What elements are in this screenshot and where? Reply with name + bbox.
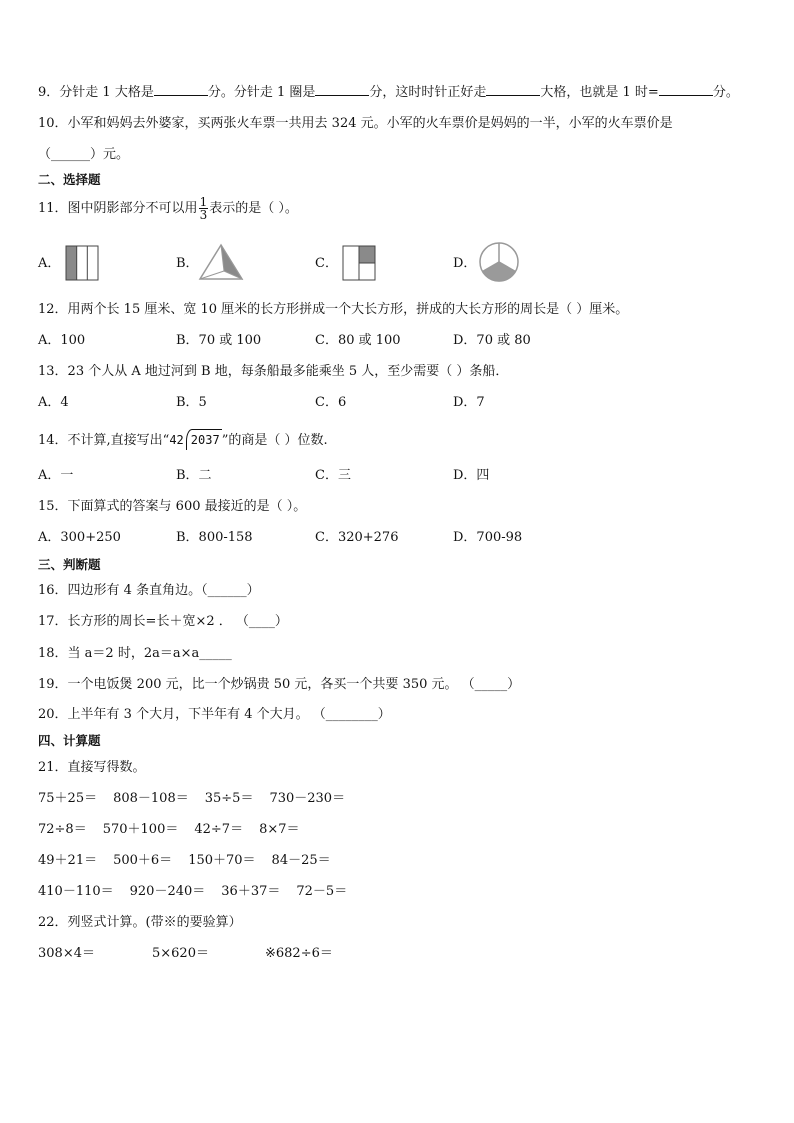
calc-item: 42÷7＝ [194,822,244,837]
option-a[interactable]: A． [38,256,61,271]
calc-row [38,790,361,808]
fraction-one-third: $\frac{1}{3}$ [199,195,208,222]
calc-item: 570＋100＝ [102,822,179,837]
question-10-line2: （______）元。 [38,147,130,162]
calc-item: 49＋21＝ [38,853,98,868]
option-d[interactable]: D．7 [453,395,485,410]
figure-circle-three-parts [478,241,520,283]
calc-item: 35÷5＝ [204,791,254,806]
question-11: 11．图中阴影部分不可以用 $\frac{1}{3}$ 表示的是（ ）。 [38,195,298,222]
option-c[interactable]: C．80 或 100 [315,333,401,348]
option-a[interactable]: A．100 [38,333,86,348]
option-d[interactable]: D． [453,256,477,271]
long-division-symbol: 42 2037 [169,429,221,450]
option-d[interactable]: D．700-98 [453,530,523,545]
question-16: 16．四边形有 4 条直角边。（______） [38,583,260,598]
calc-item: 808－108＝ [113,791,189,806]
calc-item: 8×7＝ [259,822,300,837]
calc-item: 150＋70＝ [188,853,256,868]
calc-item: 84－25＝ [271,853,331,868]
vertical-calc-item: 308×4＝ [38,946,95,961]
calc-item: 410－110＝ [38,884,114,899]
option-d[interactable]: D．70 或 80 [453,333,531,348]
option-a[interactable]: A．一 [38,468,74,483]
question-20: 20．上半年有 3 个大月，下半年有 4 个大月。 （________） [38,707,391,722]
option-c[interactable]: C． [315,256,338,271]
vertical-calc-item: ※682÷6＝ [265,946,333,961]
section-heading-judgement: 三、判断题 [38,557,101,572]
question-17: 17．长方形的周长=长＋宽×2 ． （____） [38,614,288,629]
question-13: 13．23 个人从 A 地过河到 B 地，每条船最多能乘坐 5 人，至少需要（ ）条船． [38,364,509,379]
calc-row [38,883,363,901]
figure-square-split [342,245,376,281]
calc-item: 75＋25＝ [38,791,98,806]
answer-blank[interactable] [315,83,369,96]
option-a[interactable]: A．300+250 [38,530,121,545]
calc-item: 730－230＝ [269,791,346,806]
option-c[interactable]: C．320+276 [315,530,399,545]
calc-item: 72÷8＝ [38,822,87,837]
question-9: 9．分针走 1 大格是 分。分针走 1 圈是 分，这时时针正好走 大格，也就是 1 时= 分。 [38,85,739,100]
question-19: 19．一个电饭煲 200 元，比一个炒锅贵 50 元，各买一个共要 350 元。 （_____） [38,677,521,692]
vertical-calc-item: 5×620＝ [152,946,209,961]
calc-item: 36＋37＝ [221,884,281,899]
option-b[interactable]: B．5 [176,395,207,410]
section-heading-calculation: 四、计算题 [38,733,101,748]
question-15: 15．下面算式的答案与 600 最接近的是（ ）。 [38,499,307,514]
question-12: 12．用两个长 15 厘米、宽 10 厘米的长方形拼成一个大长方形，拼成的大长方形的周长是（ ）厘米。 [38,302,629,317]
question-10: 10．小军和妈妈去外婆家，买两张火车票一共用去 324 元。小军的火车票价是妈妈的一半，小军的火车票价是 [38,116,673,131]
option-d[interactable]: D．四 [453,468,490,483]
answer-blank[interactable] [154,83,208,96]
option-c[interactable]: C．6 [315,395,347,410]
question-22: 22．列竖式计算。(带※的要验算） [38,915,242,930]
calc-item: 920－240＝ [129,884,206,899]
answer-blank[interactable] [486,83,540,96]
option-a[interactable]: A．4 [38,395,69,410]
calc-row [38,852,347,870]
calc-item: 72－5＝ [296,884,348,899]
option-b[interactable]: B． [176,256,199,271]
option-b[interactable]: B．800-158 [176,530,253,545]
figure-triangle [198,243,244,281]
figure-rect-three-parts [65,245,99,281]
option-b[interactable]: B．70 或 100 [176,333,262,348]
question-18: 18．当 a＝2 时，2a＝a×a_____ [38,646,232,661]
calc-item: 500＋6＝ [113,853,173,868]
option-b[interactable]: B．二 [176,468,212,483]
calc-row [38,821,316,839]
question-14: 14．不计算,直接写出“42 2037 ”的商是（ ）位数. [38,429,328,451]
answer-blank[interactable] [659,83,713,96]
option-c[interactable]: C．三 [315,468,351,483]
question-21: 21．直接写得数。 [38,760,146,775]
section-heading-choice: 二、选择题 [38,172,101,187]
